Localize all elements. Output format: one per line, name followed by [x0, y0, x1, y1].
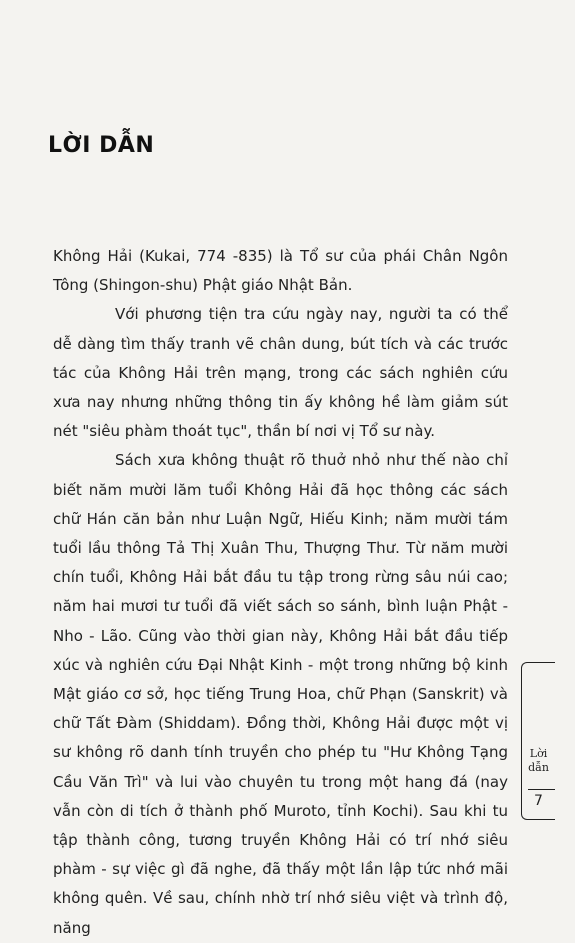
paragraph-biography: Sách xưa không thuật rõ thuở nhỏ như thế nào chỉ biết năm mười lăm tuổi Không Hải đã học thông các sách chữ Hán căn bản như Luận Ngữ, Hiếu Kinh; năm mười tám tuổi lầu thông Tả Thị Xuân Thu, Thượng Thư. Từ năm mười chín tuổi, Không Hải bắt đầu tu tập trong rừng sâu núi cao; năm hai mươi tư tuổi đã viết sách so sánh, bình luận Phật - Nho - Lão. Cũng vào thời gian này, Không Hải bắt đầu tiếp xúc và nghiên cứu Đại Nhật Kinh - một trong những bộ kinh Mật giáo cơ sở, học tiếng Trung Hoa, chữ Phạn (Sanskrit) và chữ Tất Đàm (Shiddam). Đồng thời, Không Hải được một vị sư không rõ danh tính truyền cho phép tu "Hư Không Tạng Cầu Văn Trì" và lui vào chuyên tu trong một hang đá (nay vẫn còn di tích ở thành phố Muroto, tỉnh Kochi). Sau khi tu tập thành công, tương truyền Không Hải có trí nhớ siêu phàm - sự việc gì đã nghe, đã thấy một lần lập tức nhớ mãi không quên. Về sau, chính nhờ trí nhớ siêu việt và trình độ, năng: [53, 451, 508, 937]
side-tab-label: [522, 747, 555, 775]
side-tab-label-line2: dẫn: [528, 761, 549, 774]
side-tab-label-line1: Lời: [529, 747, 548, 760]
paragraph-research: Với phương tiện tra cứu ngày nay, người ta có thể dễ dàng tìm thấy tranh vẽ chân dung, bút tích và các trước tác của Không Hải trên mạng, trong các sách nghiên cứu xưa nay nhưng những thông tin ấy không hề làm giảm sút nét "siêu phàm thoát tục", thần bí nơi vị Tổ sư này.: [53, 305, 508, 441]
body-text: [53, 242, 508, 943]
chapter-title: LỜI DẪN: [48, 133, 155, 158]
side-tab-divider: [528, 789, 555, 790]
chapter-side-tab: [521, 662, 555, 820]
page-number: 7: [534, 793, 543, 809]
paragraph-intro: Không Hải (Kukai, 774 -835) là Tổ sư của phái Chân Ngôn Tông (Shingon-shu) Phật giáo Nhật Bản.: [53, 247, 508, 295]
